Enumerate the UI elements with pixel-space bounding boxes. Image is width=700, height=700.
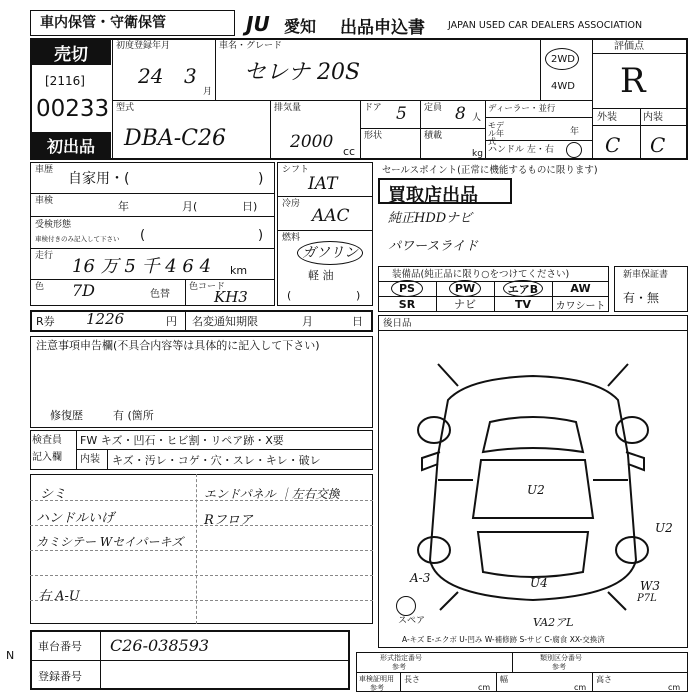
spare-circle: [396, 596, 416, 616]
damage-mark-rear-left: A-3: [410, 571, 431, 585]
shift-value: IAT: [308, 174, 338, 194]
exterior-label: 外装: [597, 112, 617, 123]
damage-mark-bumper: VA2アL: [533, 616, 574, 629]
rating-value: R: [620, 61, 646, 101]
dealer-import-label: ディーラー・並行: [488, 104, 556, 114]
shift-label: シフト: [282, 165, 310, 175]
equip-sr: SR: [398, 297, 416, 311]
class-number-label: 類別区分番号: [540, 654, 582, 662]
displacement-label: 排気量: [274, 103, 302, 113]
equip-airbag: エアB: [507, 282, 539, 296]
lot-number: 00233: [36, 96, 110, 122]
drive-circle: [545, 48, 579, 70]
form-number-label: 形式指定番号: [380, 654, 422, 662]
width-unit: cm: [574, 683, 587, 692]
chassis-value: C26-038593: [110, 636, 210, 655]
cert-label: 車検証明用: [359, 675, 394, 683]
displacement-value: 2000: [290, 132, 334, 152]
warranty-value: 有・無: [623, 291, 660, 305]
model-grade-value: セレナ 20S: [244, 60, 361, 85]
selling-point-2: パワースライド: [388, 239, 478, 254]
equipment-title: 装備品(純正品に限り○をつけてください): [392, 269, 570, 280]
inspection-month: 月(: [182, 200, 198, 213]
handle-right-circle: [566, 142, 582, 158]
ps-circle: [391, 280, 423, 297]
notes-label: 注意事項申告欄(不具合内容等は具体的に記入して下さい): [36, 339, 320, 352]
doors-value: 5: [396, 104, 407, 124]
ac-label: 冷房: [282, 199, 301, 209]
name-change-day: 日: [352, 315, 363, 328]
equip-leather-seat: カワシート: [555, 300, 606, 312]
note-left-2: ハンドルいげ: [36, 511, 115, 526]
equip-pw: PW: [454, 282, 476, 295]
doors-label: ドア: [364, 103, 382, 113]
history-value: 自家用・(: [68, 171, 130, 187]
damage-mark-rear-panel: P7L: [637, 593, 657, 604]
model-grade-label: 車名・グレード: [219, 41, 283, 51]
capacity-unit: 人: [472, 113, 482, 123]
drive-4wd: 4WD: [551, 81, 575, 92]
damage-legend: A-キズ E-エクボ U-凹み W-補修跡 S-サビ C-腐食 XX-交換済: [402, 635, 605, 644]
drive-2wd: 2WD: [551, 54, 575, 65]
damage-mark-side: U2: [655, 521, 673, 535]
cert-ref: 参考: [370, 684, 384, 692]
registration-label: 登録番号: [38, 670, 82, 683]
damage-mark-rear: U4: [530, 576, 548, 590]
selling-point-1: 純正HDDナビ: [388, 211, 473, 226]
rating-label: 評価点: [614, 41, 644, 52]
shape-label: 形状: [364, 131, 383, 141]
repair-value: 有 (箇所: [113, 409, 154, 422]
code-label: [2116]: [45, 74, 85, 88]
fuel-circle: [297, 241, 363, 265]
association-name: JAPAN USED CAR DEALERS ASSOCIATION: [448, 20, 643, 31]
entry-label: 記入欄: [32, 452, 62, 463]
exterior-value: C: [605, 133, 621, 157]
length-unit: cm: [478, 683, 491, 692]
inspection-label: 車検: [35, 196, 54, 206]
damage-mark-roof: U2: [527, 483, 545, 497]
color-label: 色: [35, 282, 45, 292]
equip-ps: PS: [399, 282, 415, 295]
first-reg-year: 24: [138, 64, 164, 88]
buyer-listing-label: 買取店出品: [388, 185, 478, 206]
later-items-label: 後日品: [383, 318, 412, 329]
recycle-label: R券: [36, 315, 55, 328]
model-code-value: DBA-C26: [124, 126, 226, 151]
airbag-circle: [503, 280, 543, 297]
note-right-2: Rフロア: [204, 513, 253, 528]
interior-value: C: [650, 133, 666, 157]
handle-label: ハンドル 左・右: [488, 145, 554, 155]
load-label: 積載: [424, 131, 443, 141]
history-label: 車歴: [35, 165, 54, 175]
width-label: 幅: [500, 675, 508, 684]
storage-label: 車内保管・守衛保管: [40, 15, 166, 31]
details-frame: [30, 162, 275, 306]
warranty-label: 新車保証書: [623, 270, 669, 280]
acceptance-label: 受検形態: [35, 220, 72, 230]
color-swap-label: 色替: [150, 289, 170, 300]
equip-navi: ナビ: [454, 298, 476, 311]
inspection-row-interior-label: 内装: [80, 454, 100, 465]
inspection-day: 日): [242, 200, 258, 213]
sold-label: 売切: [31, 39, 111, 65]
side-mark: N: [6, 649, 15, 662]
inspector-label: 検査員: [32, 435, 62, 446]
height-unit: cm: [668, 683, 681, 692]
note-left-3: カミシテー Wセイパーキズ: [36, 535, 184, 549]
load-unit: kg: [472, 149, 483, 159]
inspection-year: 年: [118, 200, 129, 213]
capacity-value: 8: [455, 104, 466, 124]
color-code-label: 色コード: [189, 282, 226, 292]
name-change-label: 名変通知期限: [192, 315, 258, 328]
month-unit: 月: [203, 87, 213, 97]
color-value: 7D: [72, 281, 96, 300]
height-label: 高さ: [596, 675, 612, 684]
interior-label: 内装: [643, 112, 663, 123]
equip-tv: TV: [514, 297, 532, 311]
form-number-ref: 参考: [392, 663, 406, 671]
model-year-label: モデル年式: [488, 121, 504, 146]
ac-value: AAC: [312, 206, 350, 226]
note-left-1: シミ: [40, 487, 67, 502]
first-reg-month: 3: [184, 64, 197, 88]
note-left-4: 右 A-U: [38, 589, 80, 604]
year-unit: 年: [570, 127, 580, 137]
equip-aw: AW: [570, 282, 591, 295]
form-title: 出品申込書: [340, 18, 425, 38]
spare-label: スペア: [398, 616, 426, 626]
first-listing-label: 初出品: [31, 132, 111, 158]
inspection-row-interior: キズ・汚レ・コゲ・穴・スレ・キレ・破レ: [112, 454, 321, 467]
inspection-row-exterior: FW キズ・凹石・ヒビ割・リペア跡・X要: [80, 434, 284, 447]
mileage-value: 16 万 5 千 4 6 4: [72, 256, 212, 277]
selling-points-title: セールスポイント(正常に機能するものに限ります): [382, 165, 598, 176]
first-reg-label: 初度登録年月: [116, 41, 171, 51]
chassis-label: 車台番号: [38, 640, 82, 653]
fuel-label: 燃料: [282, 233, 301, 243]
ju-logo: JU: [246, 12, 270, 36]
capacity-label: 定員: [424, 103, 443, 113]
note-right-1: エンドパネル ｜左右交換: [204, 487, 340, 501]
repair-label: 修復歴: [50, 409, 83, 422]
length-label: 長さ: [404, 675, 420, 684]
recycle-unit: 円: [166, 315, 177, 328]
acceptance-note: 車検付きのみ記入して下さい: [35, 235, 120, 243]
model-code-label: 型式: [116, 103, 135, 113]
mileage-label: 走行: [35, 251, 54, 261]
fuel-diesel: 軽 油: [308, 269, 334, 282]
class-number-ref: 参考: [552, 663, 566, 671]
pw-circle: [449, 280, 481, 297]
fuel-value: ガソリン: [302, 245, 358, 261]
logo-text: 愛知: [284, 17, 317, 36]
mileage-unit: km: [230, 264, 248, 277]
recycle-value: 1226: [86, 310, 125, 328]
color-code-value: KH3: [214, 288, 248, 306]
displacement-unit: cc: [343, 145, 356, 158]
name-change-month: 月: [302, 315, 313, 328]
damage-mark-rear-right: W3: [640, 579, 660, 593]
